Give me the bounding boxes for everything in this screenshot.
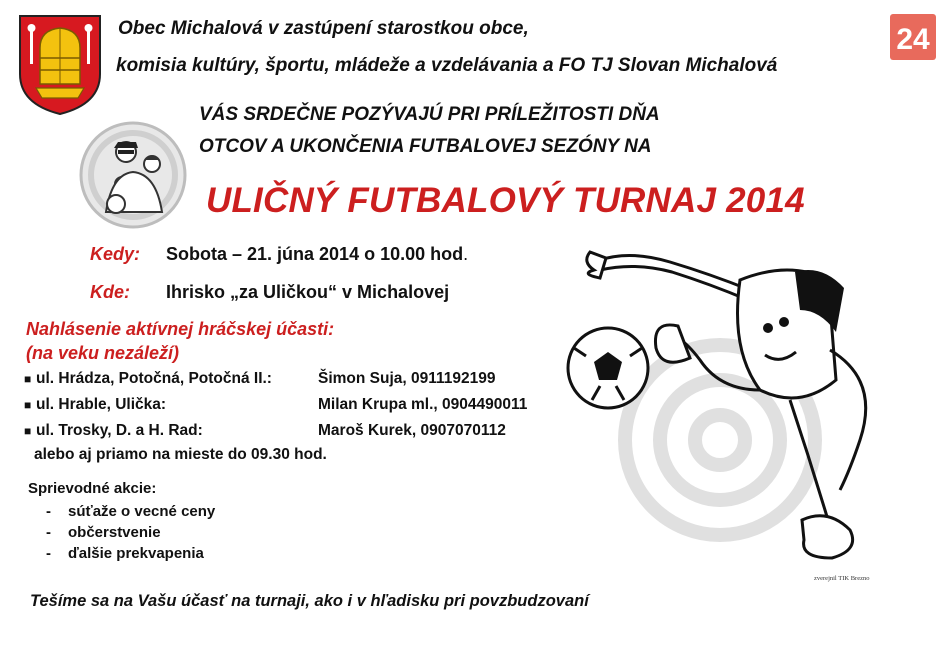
registration-streets-2: ul. Hrable, Ulička:	[36, 396, 167, 413]
soccer-ball-icon	[568, 328, 648, 408]
side-event-item-3: ďalšie prekvapenia	[68, 545, 204, 562]
where-label: Kde:	[90, 282, 130, 302]
where-value: Ihrisko „za Uličkou“ v Michalovej	[166, 282, 450, 302]
registration-streets-3: ul. Trosky, D. a H. Rad:	[36, 422, 203, 439]
registration-contact-2: Milan Krupa ml., 0904490011	[318, 396, 528, 413]
registration-heading: Nahlásenie aktívnej hráčskej účasti:	[26, 319, 335, 339]
invitation-line-2: OTCOV A UKONČENIA FUTBALOVEJ SEZÓNY NA	[199, 136, 652, 157]
side-event-item-1: súťaže o vecné ceny	[68, 503, 216, 520]
page-title: ULIČNÝ FUTBALOVÝ TURNAJ 2014	[206, 181, 805, 220]
bullet-icon: ■	[24, 398, 32, 412]
header-line-1: Obec Michalová v zastúpení starostkou obce,	[118, 18, 529, 39]
news24-badge-icon[interactable]	[889, 13, 937, 61]
bullet-icon: ■	[24, 424, 32, 438]
registration-contact-1: Šimon Suja, 0911192199	[318, 370, 496, 387]
when-value-text: Sobota – 21. júna 2014 o 10.00 hod	[166, 244, 464, 264]
football-player-cartoon-icon	[560, 240, 895, 578]
header-line-2: komisia kultúry, športu, mládeže a vzdelávania a FO TJ Slovan Michalová	[116, 55, 778, 76]
side-events-heading: Sprievodné akcie:	[28, 480, 157, 497]
side-event-dash: -	[46, 545, 51, 562]
badge-text: 24	[896, 23, 930, 56]
side-event-dash: -	[46, 503, 51, 520]
bullet-icon: ■	[24, 372, 32, 386]
registration-alt: alebo aj priamo na mieste do 09.30 hod.	[34, 446, 327, 463]
family-logo-icon	[78, 120, 188, 230]
registration-streets-1: ul. Hrádza, Potočná, Potočná II.:	[36, 370, 272, 387]
when-value	[166, 244, 468, 265]
side-event-item-2: občerstvenie	[68, 524, 161, 541]
when-label: Kedy:	[90, 244, 141, 264]
invitation-line-1: VÁS SRDEČNE POZÝVAJÚ PRI PRÍLEŽITOSTI DŇA	[199, 104, 660, 125]
registration-contact-3: Maroš Kurek, 0907070112	[318, 422, 506, 439]
side-event-dash: -	[46, 524, 51, 541]
when-value-dot: .	[463, 244, 469, 264]
closing-text: Tešíme sa na Vašu účasť na turnaji, ako i v hľadisku pri povzbudzovaní	[30, 592, 589, 610]
coat-of-arms-icon	[18, 14, 102, 116]
registration-subheading: (na veku nezáleží)	[26, 343, 180, 363]
credit-text: zverejnil TIK Brezno	[814, 575, 870, 582]
